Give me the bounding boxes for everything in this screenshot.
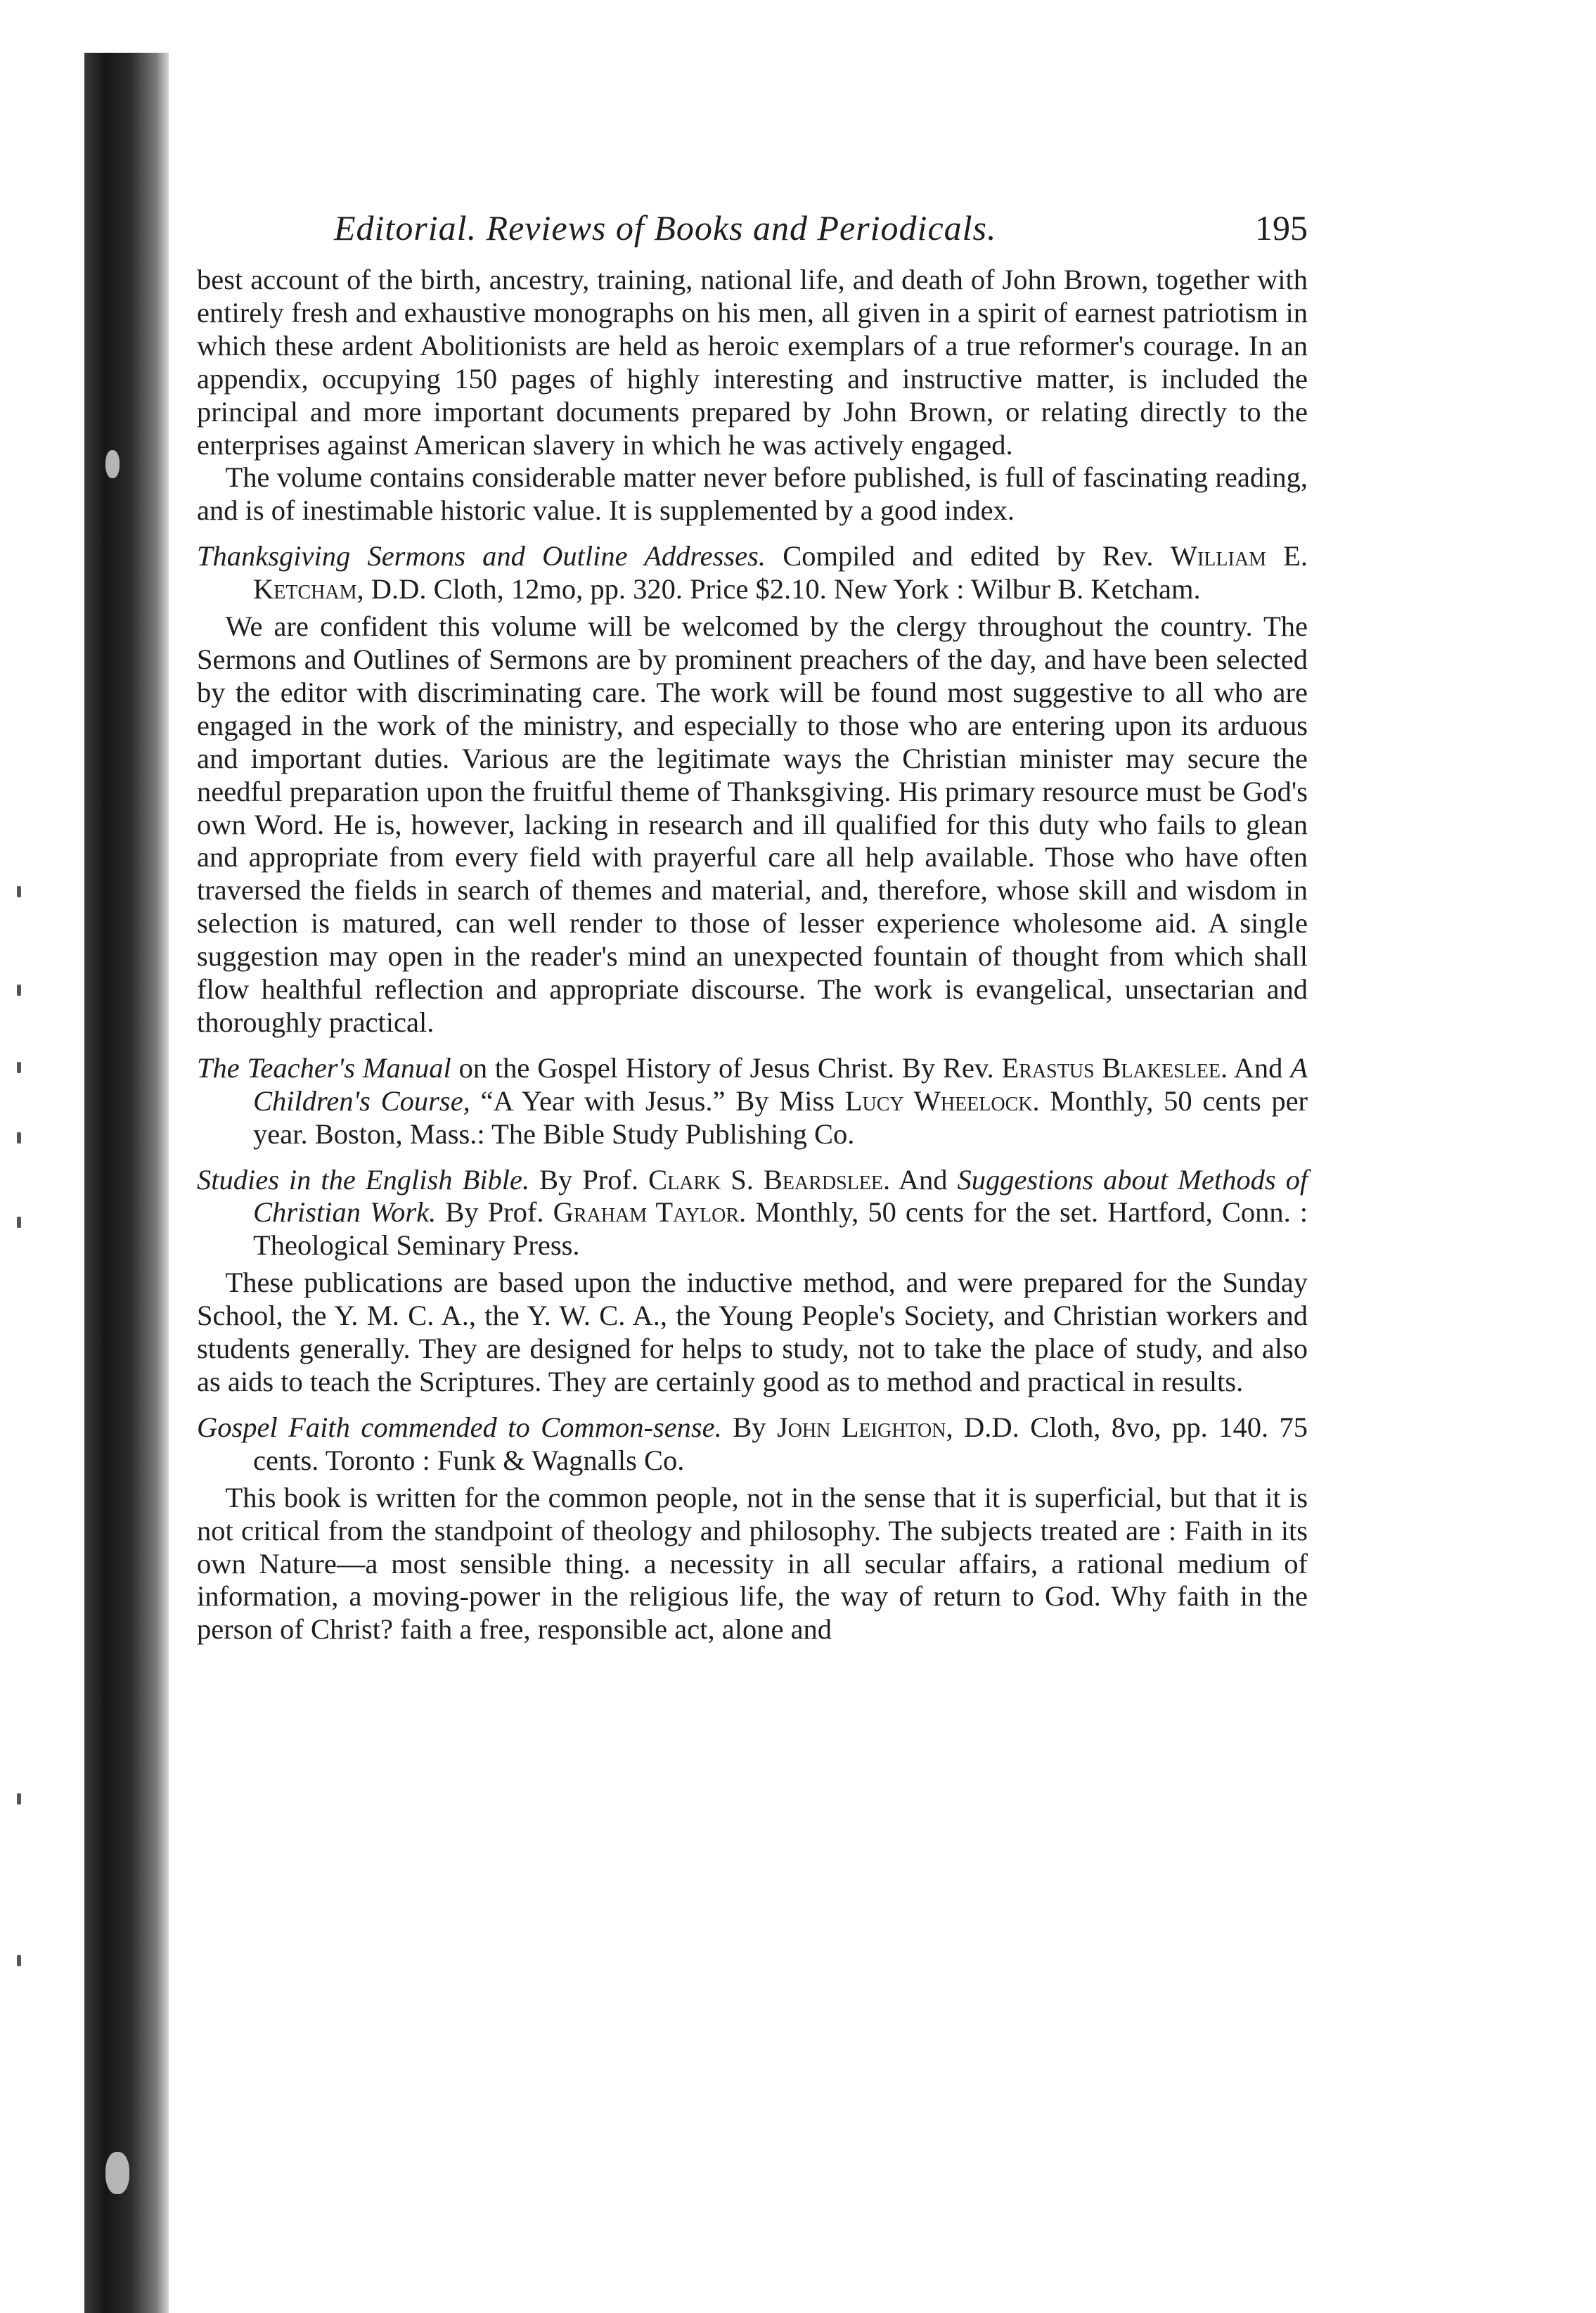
book-entry-teachers-manual <box>197 1052 1308 1151</box>
book-title: The Teacher's Manual <box>197 1051 451 1084</box>
review-paragraph: best account of the birth, ancestry, training, national life, and death of John Brown, together with entirely fresh and exhaustive monographs on his men, all given in a spirit of earnest patriotism in which these ardent Abolitionists are held as heroic exemplars of a true reformer's courage. In an appendix, occupying 150 pages of highly interesting and instructive matter, is included the principal and more important documents prepared by John Brown, or relating directly to the enterprises against American slavery in which he was actively engaged. <box>197 264 1308 461</box>
book-title: A Children's Course, <box>253 1051 1308 1117</box>
book-entry-gospel-faith <box>197 1411 1308 1478</box>
running-head-title: Editorial. Reviews of Books and Periodicals. <box>334 208 997 248</box>
review-paragraph: The volume contains considerable matter never before published, is full of fascinating reading, and is of inestimable historic value. It is supplemented by a good index. <box>197 461 1308 527</box>
author-name: Lucy Wheelock. <box>844 1084 1040 1117</box>
entry-text: By Prof. <box>539 1163 639 1196</box>
margin-ink-mark <box>17 1217 21 1228</box>
author-name: William E. Ketcham, <box>253 540 1308 606</box>
margin-ink-mark <box>17 1062 21 1073</box>
entry-text: D.D. Cloth, 8vo, pp. 140. 75 cents. Toronto : Funk & Wagnalls Co. <box>253 1411 1308 1476</box>
binding-light-speck <box>105 450 120 478</box>
review-paragraph: This book is written for the common people, not in the sense that it is superficial, but that it is not critical from the standpoint of theology and philosophy. The subjects treated are : Faith in its own Nature—a most sensible thing. a necessity in all secular affairs, a rational medium of information, a moving-power in the religious life, the way of return to God. Why faith in the person of Christ? faith a free, responsible act, alone and <box>197 1481 1308 1646</box>
entry-text: “A Year with Jesus.” By Miss <box>480 1084 835 1117</box>
entry-text: By <box>733 1411 766 1443</box>
book-title: Gospel Faith commended to Common-sense. <box>197 1411 722 1443</box>
margin-ink-mark <box>17 1955 21 1966</box>
page-number: 195 <box>1255 208 1308 248</box>
entry-text: on the Gospel History of Jesus Christ. By Rev. <box>458 1051 994 1084</box>
entry-text: Compiled and edited by Rev. <box>783 540 1154 572</box>
entry-text: Monthly, 50 cents for the set. Hartford, Conn. : Theological Seminary Press. <box>253 1196 1308 1262</box>
binding-light-speck <box>105 2152 129 2194</box>
author-name: Erastus Blakeslee. <box>1001 1051 1228 1084</box>
author-name: Graham Taylor. <box>553 1196 747 1229</box>
author-name: Clark S. Beardslee. <box>648 1163 891 1196</box>
margin-ink-mark <box>17 886 21 897</box>
entry-text: By Prof. <box>445 1196 544 1229</box>
book-entry-studies-english-bible <box>197 1164 1308 1263</box>
running-head <box>197 207 1308 264</box>
book-title: Suggestions about Methods of Christian Work. <box>253 1163 1308 1229</box>
book-entry-thanksgiving-sermons <box>197 540 1308 606</box>
book-title: Studies in the English Bible. <box>197 1163 530 1196</box>
review-paragraph: We are confident this volume will be welcomed by the clergy throughout the country. The Sermons and Outlines of Sermons are by prominent preachers of the day, and have been selected by the editor with discriminating care. The work will be found most suggestive to all who are engaged in the work of the ministry, and especially to those who are entering upon its arduous and important duties. Various are the legitimate ways the Christian minister may secure the needful preparation upon the fruitful theme of Thanksgiving. His primary resource must be God's own Word. He is, however, lacking in research and ill qualified for this duty who fails to glean and appropriate from every field with prayerful care all help available. Those who have often traversed the fields in search of themes and material, and, therefore, whose skill and wisdom in selection is matured, can well render to those of lesser experience wholesome aid. A single suggestion may open in the reader's mind an unexpected fountain of thought from which shall flow healthful reflection and appropriate discourse. The work is evangelical, unsectarian and thoroughly practical. <box>197 610 1308 1038</box>
margin-ink-mark <box>17 1793 21 1805</box>
entry-text: And <box>898 1163 948 1196</box>
book-title: Thanksgiving Sermons and Outline Addresses. <box>197 540 766 572</box>
entry-text: Monthly, 50 cents per year. Boston, Mass.: The Bible Study Publishing Co. <box>253 1084 1308 1150</box>
entry-text: And <box>1233 1051 1283 1084</box>
author-name: John Leighton, <box>776 1411 953 1443</box>
book-page <box>197 207 1308 1646</box>
margin-ink-mark <box>17 1132 21 1143</box>
entry-text: D.D. Cloth, 12mo, pp. 320. Price $2.10. New York : Wilbur B. Ketcham. <box>371 573 1201 606</box>
review-paragraph: These publications are based upon the inductive method, and were prepared for the Sunday School, the Y. M. C. A., the Y. W. C. A., the Young People's Society, and Christian workers and students generally. They are designed for helps to study, not to take the place of study, and also as aids to teach the Scriptures. They are certainly good as to method and practical in results. <box>197 1267 1308 1397</box>
margin-ink-mark <box>17 985 21 996</box>
book-binding-edge <box>84 53 169 2313</box>
